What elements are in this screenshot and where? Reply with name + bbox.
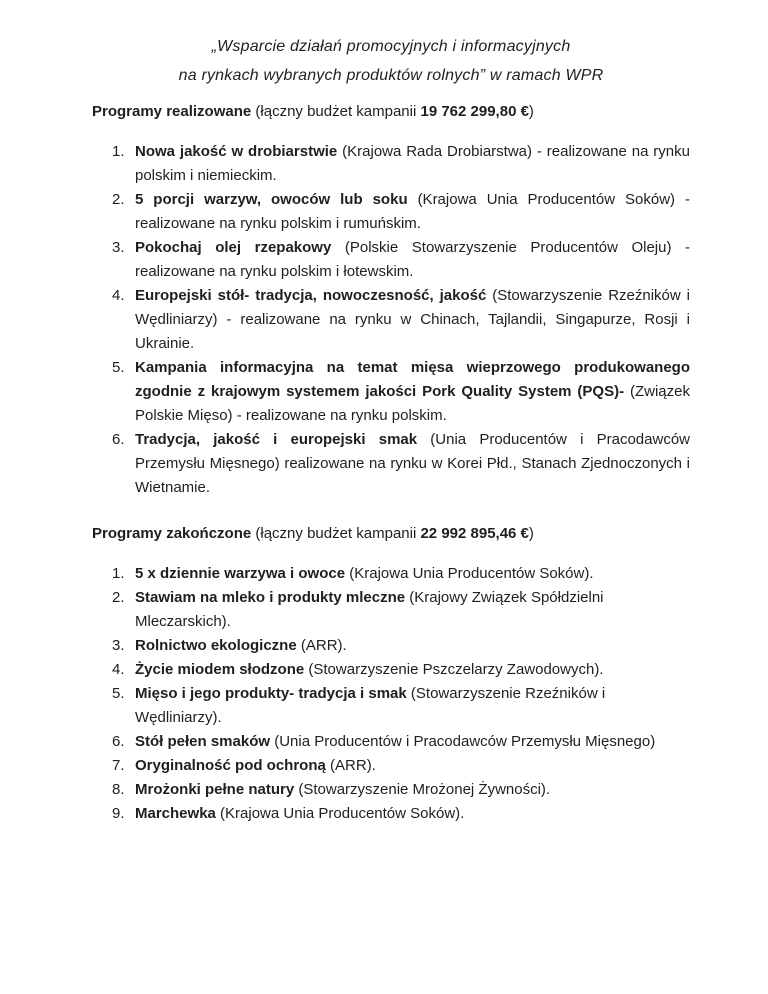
- item-number: 5.: [112, 685, 125, 702]
- list-item: [92, 634, 690, 658]
- item-description: (Związek Polskie Mięso) - realizowane na rynku polskim.: [135, 383, 690, 424]
- item-number: 1.: [112, 565, 125, 582]
- item-description: (Unia Producentów i Pracodawców Przemysłu Mięsnego): [270, 733, 656, 750]
- list-item: [92, 778, 690, 802]
- item-number: 2.: [112, 191, 125, 208]
- program-list-active: [92, 140, 690, 500]
- section-heading-pre-text: (łączny budżet kampanii: [251, 103, 421, 120]
- item-number: 4.: [112, 661, 125, 678]
- item-program-name: Europejski stół- tradycja, nowoczesność, jakość: [135, 287, 487, 304]
- item-number: 4.: [112, 287, 125, 304]
- list-item: [92, 236, 690, 284]
- item-program-name: Marchewka: [135, 805, 216, 822]
- document-title: [92, 32, 690, 90]
- section-heading-programs-active: [92, 100, 690, 124]
- item-number: 3.: [112, 239, 125, 256]
- section-heading-post-text: ): [528, 103, 534, 120]
- list-item: [92, 428, 690, 500]
- section-heading-name: Programy realizowane: [92, 103, 252, 120]
- list-item: [92, 586, 690, 634]
- section-heading-budget: 22 992 895,46 €: [420, 525, 529, 542]
- item-program-name: Rolnictwo ekologiczne: [135, 637, 297, 654]
- item-program-name: Kampania informacyjna na temat mięsa wieprzowego produkowanego zgodnie z krajowym systemem jakości Pork Quality System (PQS)-: [135, 359, 690, 400]
- item-program-name: Nowa jakość w drobiarstwie: [135, 143, 338, 160]
- list-item: [92, 562, 690, 586]
- item-description: (Stowarzyszenie Pszczelarzy Zawodowych).: [304, 661, 604, 678]
- item-number: 9.: [112, 805, 125, 822]
- list-item: [92, 356, 690, 428]
- list-item: [92, 802, 690, 826]
- section-heading-name: Programy zakończone: [92, 525, 252, 542]
- item-description: (Krajowa Unia Producentów Soków) - realizowane na rynku polskim i rumuńskim.: [135, 191, 690, 232]
- item-number: 2.: [112, 589, 125, 606]
- list-item: [92, 754, 690, 778]
- item-program-name: Mrożonki pełne natury: [135, 781, 295, 798]
- item-program-name: Stawiam na mleko i produkty mleczne: [135, 589, 406, 606]
- list-item: [92, 658, 690, 682]
- item-description: (Krajowa Unia Producentów Soków).: [215, 805, 465, 822]
- item-number: 8.: [112, 781, 125, 798]
- item-program-name: 5 x dziennie warzywa i owoce: [135, 565, 346, 582]
- item-number: 5.: [112, 359, 125, 376]
- item-description: (Unia Producentów i Pracodawców Przemysłu Mięsnego) realizowane na rynku w Korei Płd., Stanach Zjednoczonych i Wietnamie.: [135, 431, 690, 496]
- document-title-line-1: „Wsparcie działań promocyjnych i informacyjnych: [211, 38, 571, 55]
- list-item: [92, 284, 690, 356]
- program-list-finished: [92, 562, 690, 826]
- list-item: [92, 682, 690, 730]
- item-program-name: Mięso i jego produkty- tradycja i smak: [135, 685, 407, 702]
- list-item: [92, 730, 690, 754]
- item-program-name: Tradycja, jakość i europejski smak: [135, 431, 418, 448]
- document-title-line-2: na rynkach wybranych produktów rolnych” w ramach WPR: [178, 67, 604, 84]
- section-heading-budget: 19 762 299,80 €: [420, 103, 529, 120]
- item-program-name: 5 porcji warzyw, owoców lub soku: [135, 191, 408, 208]
- item-program-name: Stół pełen smaków: [135, 733, 271, 750]
- item-program-name: Oryginalność pod ochroną: [135, 757, 326, 774]
- item-number: 7.: [112, 757, 125, 774]
- list-item: [92, 140, 690, 188]
- item-number: 6.: [112, 733, 125, 750]
- item-program-name: Pokochaj olej rzepakowy: [135, 239, 332, 256]
- item-number: 1.: [112, 143, 125, 160]
- item-program-name: Życie miodem słodzone: [135, 661, 305, 678]
- section-heading-programs-finished: [92, 522, 690, 546]
- section-heading-pre-text: (łączny budżet kampanii: [251, 525, 421, 542]
- item-description: (Stowarzyszenie Mrożonej Żywności).: [294, 781, 551, 798]
- item-description: (Krajowa Unia Producentów Soków).: [345, 565, 594, 582]
- item-description: (Polskie Stowarzyszenie Producentów Oleju) - realizowane na rynku polskim i łotewskim.: [135, 239, 691, 280]
- item-description: (Krajowa Rada Drobiarstwa) - realizowane na rynku polskim i niemieckim.: [135, 143, 690, 184]
- list-item: [92, 188, 690, 236]
- item-description: (ARR).: [325, 757, 376, 774]
- item-description: (Stowarzyszenie Rzeźników i Wędliniarzy).: [135, 685, 606, 726]
- item-number: 3.: [112, 637, 125, 654]
- item-description: (ARR).: [296, 637, 347, 654]
- section-heading-post-text: ): [528, 525, 534, 542]
- item-description: (Stowarzyszenie Rzeźników i Wędliniarzy) - realizowane na rynku w Chinach, Tajlandii, Singapurze, Rosji i Ukrainie.: [135, 287, 690, 352]
- item-description: (Krajowy Związek Spółdzielni Mleczarskich).: [135, 589, 604, 630]
- item-number: 6.: [112, 431, 125, 448]
